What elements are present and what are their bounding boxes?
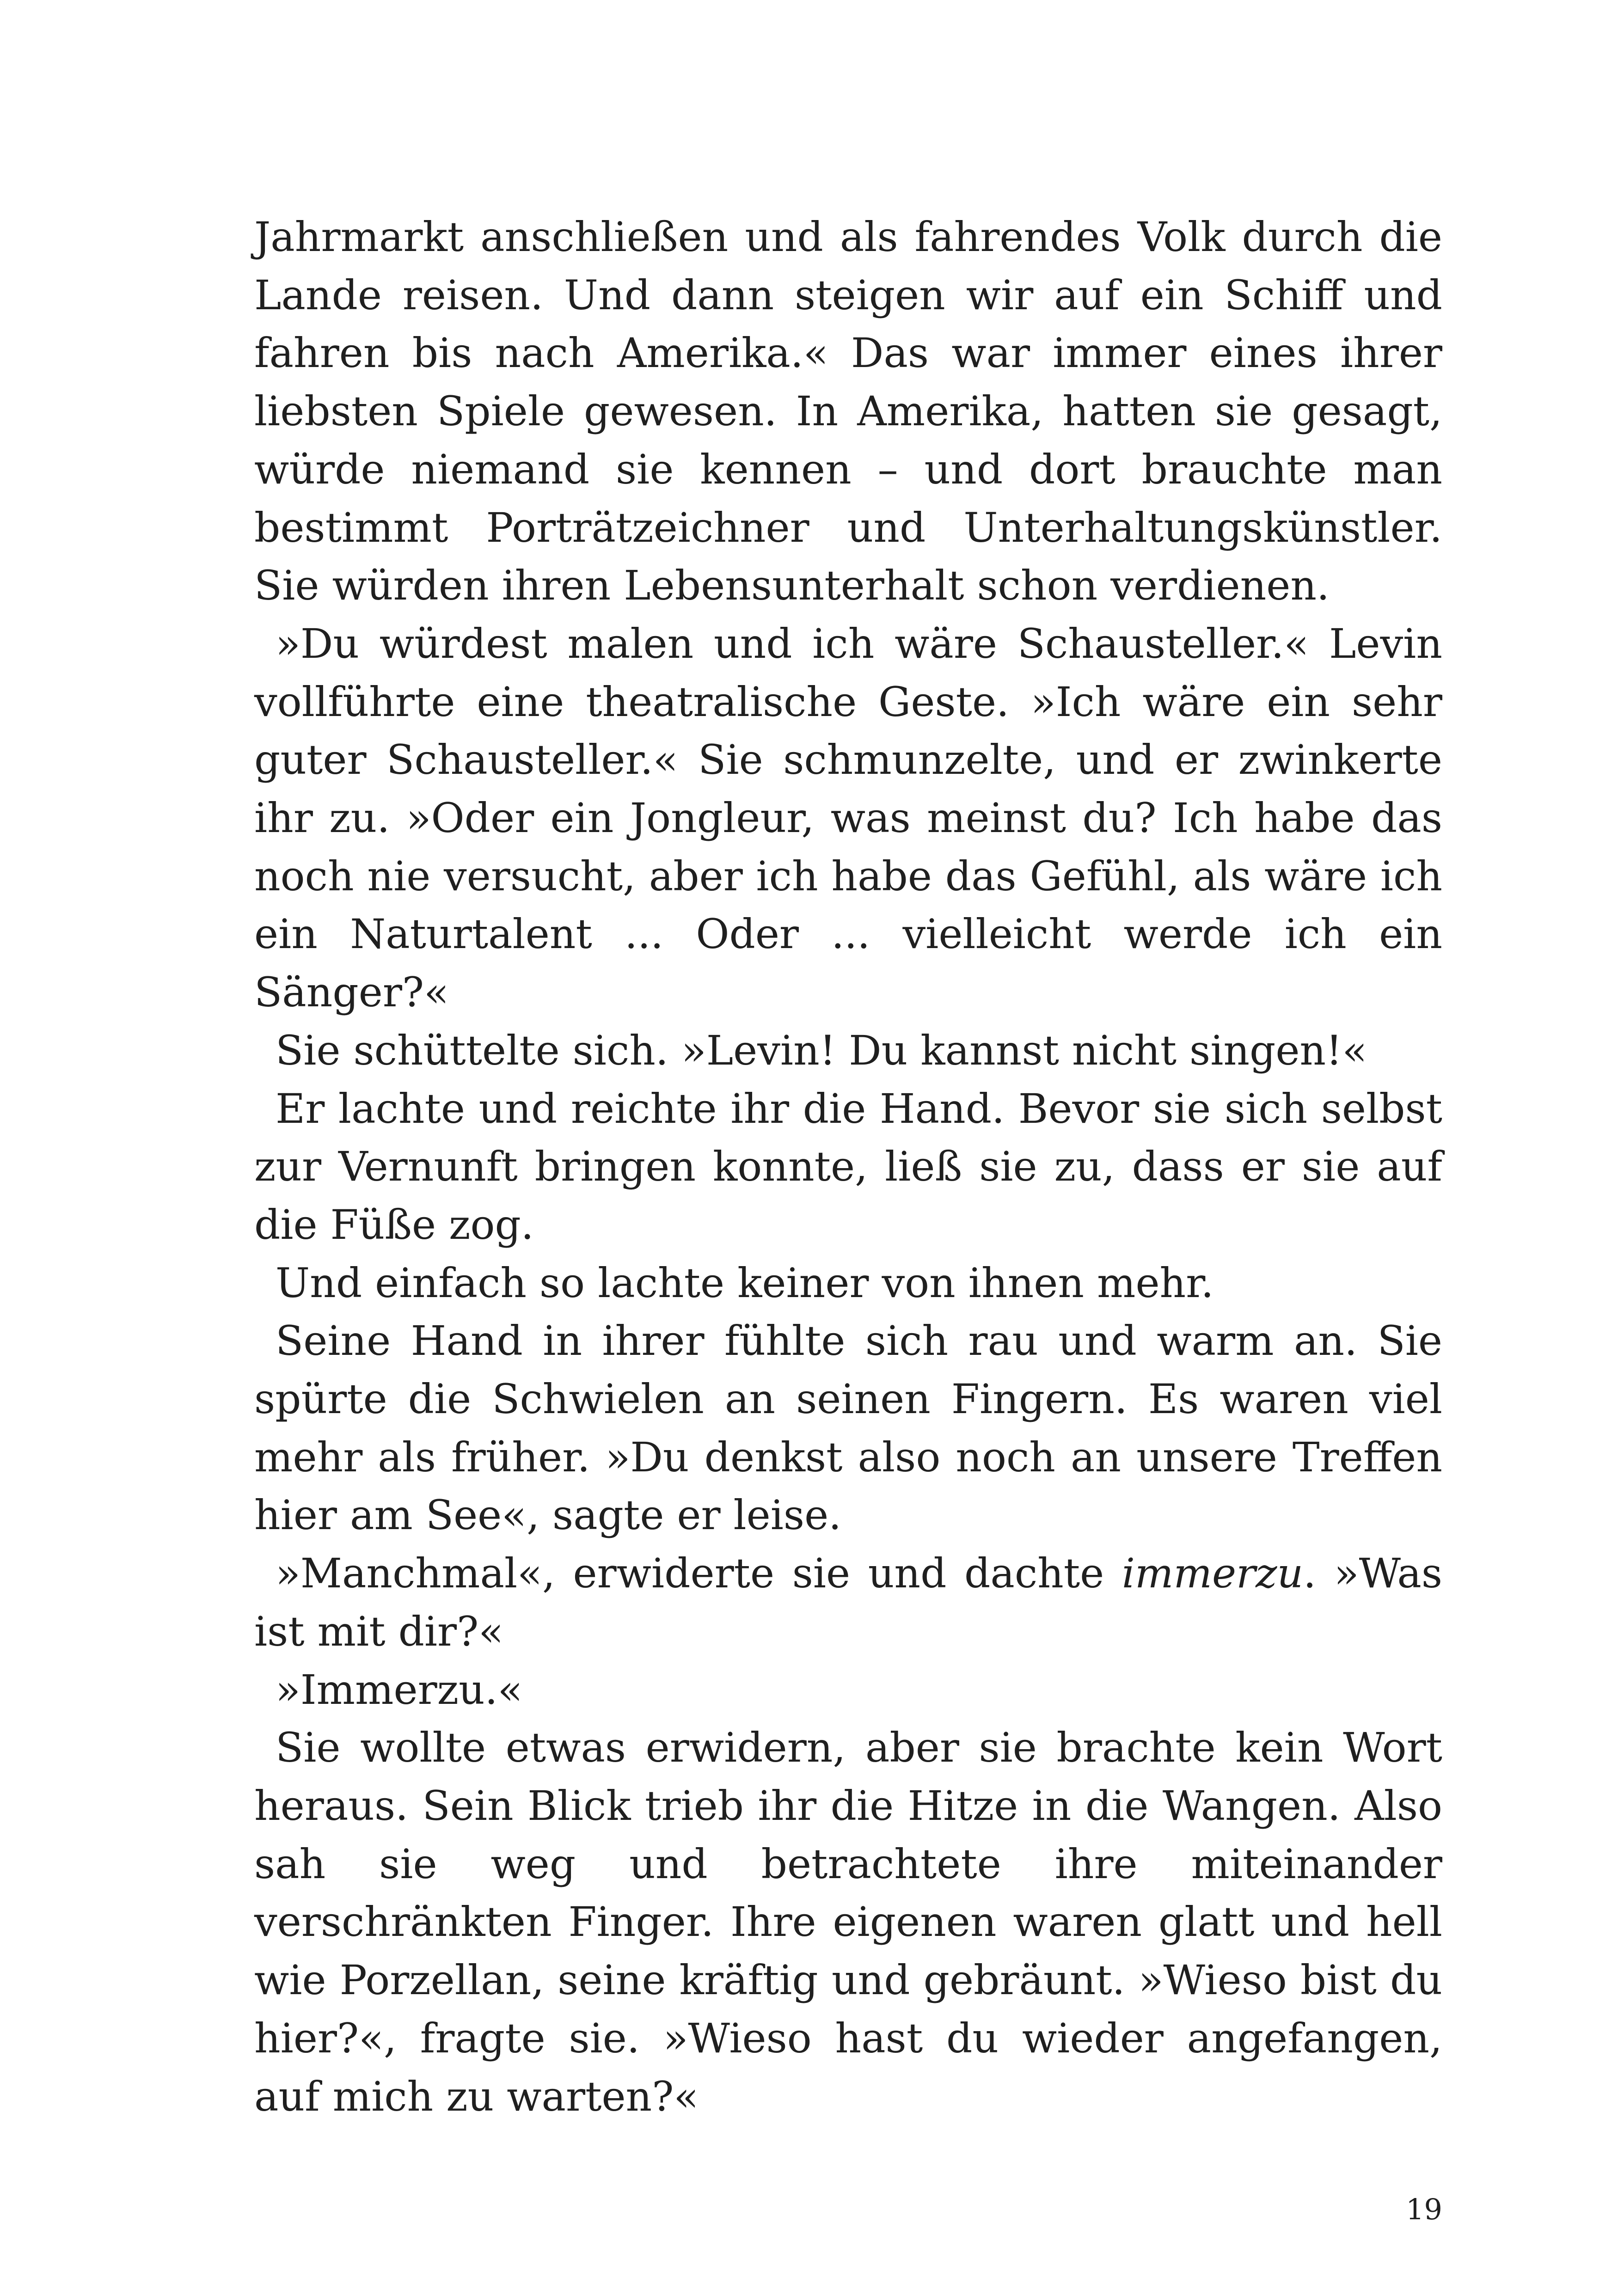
paragraph: »Immerzu.« (276, 1665, 523, 1714)
paragraph: Er lachte und reichte ihr die Hand. Bevor sie sich selbst zur Vernunft bringen konnte, ließ sie zu, dass er sie auf die Füße zog. (254, 1084, 1442, 1249)
emphasized-word: immerzu (1122, 1549, 1304, 1598)
paragraph: Seine Hand in ihrer fühlte sich rau und warm an. Sie spürte die Schwielen an seinen Fingern. Es waren viel mehr als früher. »Du denkst also noch an unsere Treffen hier am See«, sagte er leise. (254, 1317, 1442, 1539)
paragraph: Sie wollte etwas erwidern, aber sie brachte kein Wort heraus. Sein Blick trieb ihr die Hitze in die Wangen. Also sah sie weg und betrachtete ihre miteinander verschränkten Finger. Ihre eigenen waren glatt und hell wie Porzellan, seine kräftig und gebräunt. »Wieso bist du hier?«, fragte sie. »Wieso hast du wieder angefangen, auf mich zu warten?« (254, 1724, 1442, 2120)
paragraph-text-after: . »Was ist mit dir?« (254, 1549, 1442, 1655)
paragraph: Sie schüttelte sich. »Levin! Du kannst nicht singen!« (276, 1026, 1367, 1074)
paragraph: Und einfach so lachte keiner von ihnen mehr. (276, 1259, 1214, 1307)
paragraph: Jahrmarkt anschließen und als fahrendes Volk durch die Lande reisen. Und dann steigen wir auf ein Schiff und fahren bis nach Amerika.« Das war immer eines ihrer liebsten Spiele gewesen. In Amerika, hatten sie gesagt, würde niemand sie kennen – und dort brauchte man bestimmt Porträtzeichner und Unterhaltungskünstler. Sie würden ihren Lebensunterhalt schon verdienen. (254, 213, 1442, 610)
body-text (254, 208, 1442, 2125)
paragraph-with-emphasis (254, 1544, 1442, 1660)
paragraph: »Du würdest malen und ich wäre Schausteller.« Levin vollführte eine theatralische Geste. »Ich wäre ein sehr guter Schausteller.« Sie schmunzelte, und er zwinkerte ihr zu. »Oder ein Jongleur, was meinst du? Ich habe das noch nie versucht, aber ich habe das Gefühl, als wäre ich ein Naturtalent ... Oder ... vielleicht werde ich ein Sänger?« (254, 619, 1442, 1016)
paragraph-text-before: »Manchmal«, erwiderte sie und dachte (276, 1549, 1122, 1598)
page-number: 19 (1406, 2192, 1442, 2226)
